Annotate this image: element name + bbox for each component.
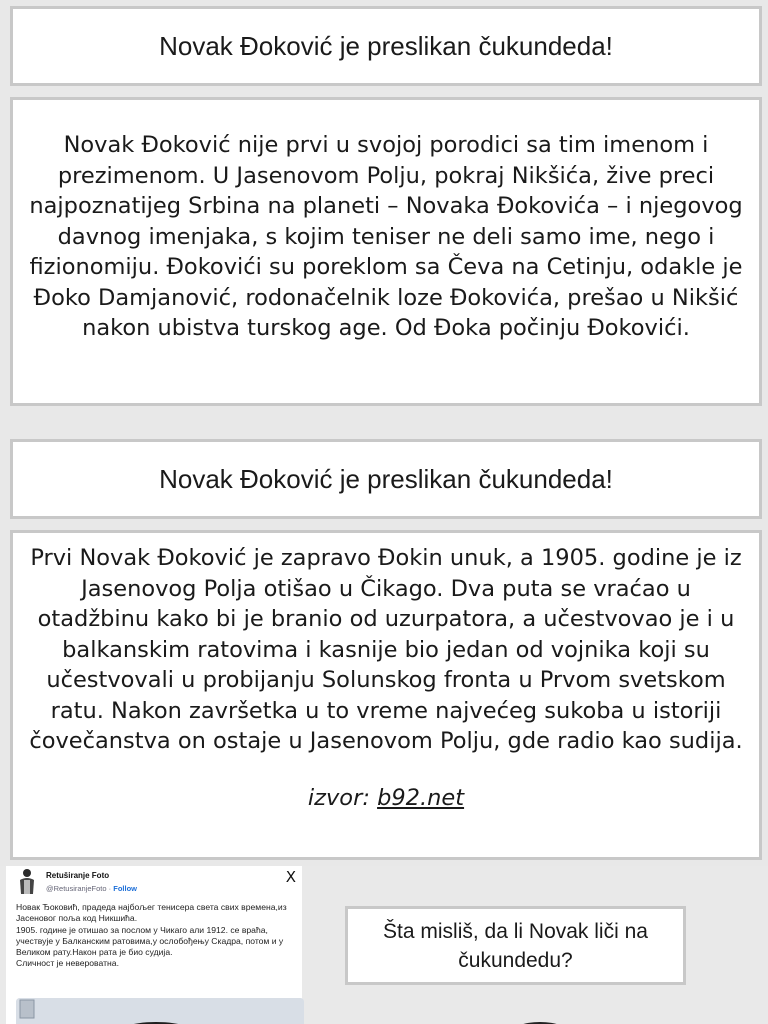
slide2-title-box	[10, 439, 762, 519]
slide3	[0, 866, 768, 1024]
profile-avatar-icon[interactable]	[16, 868, 38, 896]
slide2-body-box	[10, 530, 762, 860]
source-link[interactable]: b92.net	[377, 784, 465, 811]
tweet-text: Новак Ђоковић, прадеда најбољег тенисера света свих времена,из Јасеновог поља код Никшића. 1905. године је отишао за послом у Чикаго али 1912. се враћа, учествује у Балканским ратовима,у ослобођењу Скадра, потом и у Великом рату.Након рата је био судија. Сличност је невероватна.	[16, 902, 287, 969]
question-text: Šta misliš, da li Novak liči na čukundedu?	[383, 919, 648, 972]
question-box	[345, 906, 686, 985]
tweet-separator: ·	[108, 884, 112, 893]
slide2-title: Novak Đoković je preslikan čukundeda!	[159, 463, 613, 494]
x-logo-icon[interactable]: X	[285, 868, 296, 886]
tweet-handle-line	[46, 884, 137, 893]
tweet-card	[6, 866, 302, 1024]
source-label: izvor:	[307, 784, 370, 811]
slide1-paragraph: Novak Đoković nije prvi u svojoj porodici sa tim imenom i prezimenom. U Jasenovom Polju, pokraj Nikšića, žive preci najpoznatijeg Srbina na planeti – Novaka Đokovića – i njegovog davnog imenjaka, s kojim teniser ne deli samo ime, nego i fizionomiju. Đokovići su poreklom sa Čeva na Cetinju, odakle je Đoko Damjanović, rodonačelnik loze Đokovića, prešao u Nikšić nakon ubistva turskog age. Od Đoka počinju Đokovići.	[29, 132, 743, 341]
tweet-header	[16, 868, 296, 898]
slide2-paragraph: Prvi Novak Đoković je zapravo Đokin unuk, a 1905. godine je iz Jasenovog Polja otišao u Čikago. Dva puta se vraćao u otadžbinu kako bi je branio od uzurpatora, a učestvovao je i u balkanskim ratovima i kasnije bio jedan od vojnika koji su učestvovali u probijanju Solunskog fronta u Prvom svetskom ratu. Nakon završetka u to vreme najvećeg sukoba u istoriji čovečanstva on ostaje u Jasenovom Polju, gde radio kao sudija.	[29, 545, 743, 754]
tweet-handle[interactable]: @RetusiranjeFoto	[46, 884, 107, 893]
slide1-title-box	[10, 6, 762, 86]
slide1-title: Novak Đoković je preslikan čukundeda!	[159, 30, 613, 61]
portrait-head-icon	[495, 1014, 585, 1024]
tweet-author-name[interactable]: Retuširanje Foto	[46, 871, 110, 880]
slide1-body-box	[10, 97, 762, 406]
follow-button[interactable]: Follow	[113, 884, 137, 893]
tweet-photo[interactable]	[16, 998, 304, 1024]
photo-thumbnail-icon	[16, 998, 304, 1024]
source-line	[23, 783, 749, 814]
